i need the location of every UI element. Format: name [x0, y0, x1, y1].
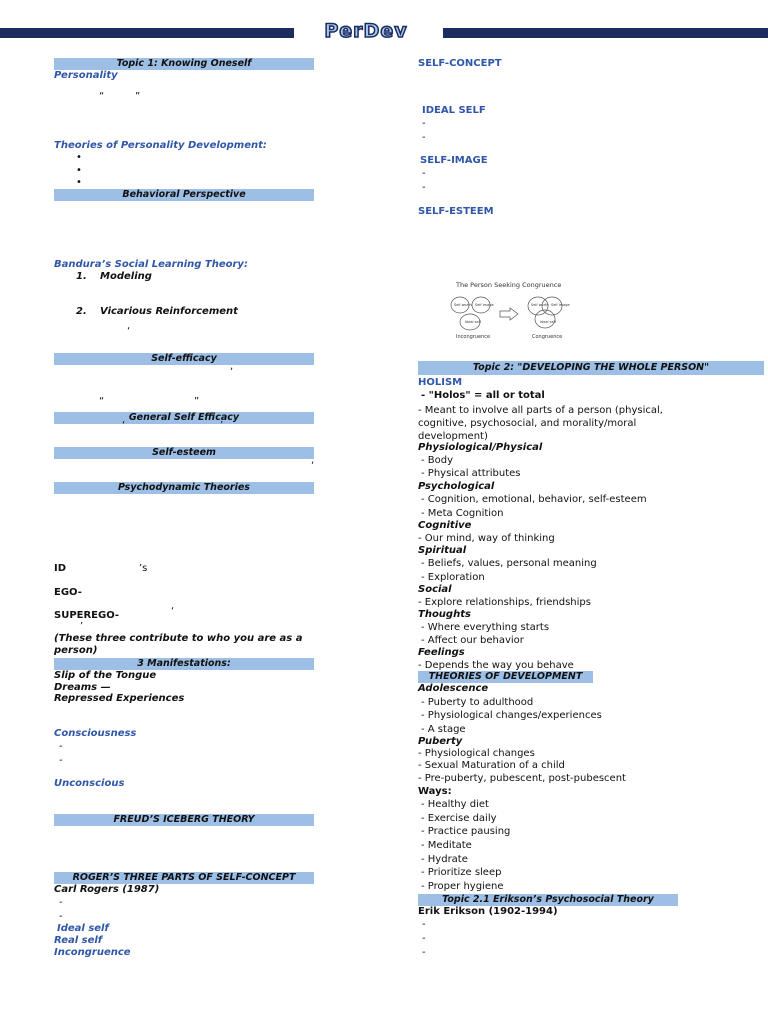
- ways-hygiene: - Proper hygiene: [421, 881, 504, 892]
- diagram-d1: Self worth: [531, 303, 549, 307]
- diagram-c1: Self worth: [454, 303, 472, 307]
- erik-dash-2: -: [422, 933, 426, 944]
- diagram-title: The Person Seeking Congruence: [456, 281, 562, 289]
- body-line: - Body: [421, 455, 454, 466]
- unconscious-heading: Unconscious: [54, 778, 125, 789]
- personality-heading: Personality: [54, 70, 118, 81]
- erik-dash-1: -: [422, 919, 426, 930]
- where-line: - Where everything starts: [421, 622, 550, 633]
- apostrophe-2: ‘: [122, 420, 126, 431]
- quote2-close: ”: [194, 396, 200, 407]
- bullet-2: •: [76, 165, 82, 176]
- erik-erikson: Erik Erikson (1902-1994): [418, 906, 558, 917]
- three-contribute-note: (These three contribute to who you are as a person): [54, 633, 303, 656]
- topic2-header: Topic 2: "DEVELOPING THE WHOLE PERSON": [418, 361, 764, 375]
- thoughts-heading: Thoughts: [418, 609, 471, 620]
- modeling-number: 1.: [76, 271, 87, 282]
- vicarious-label: Vicarious Reinforcement: [100, 306, 238, 317]
- ideal-self-dash-1: -: [422, 118, 426, 129]
- diagram-congruence: Congruence: [532, 334, 563, 340]
- meant-line: - Meant to involve all parts of a person (physical, cognitive, psychosocial, and morality/moral development): [418, 405, 663, 442]
- slip-of-tongue: Slip of the Tongue: [54, 670, 157, 681]
- rogers-dash-2: -: [59, 911, 63, 922]
- modeling-label: Modeling: [100, 271, 152, 282]
- iceberg-header: FREUD’S ICEBERG THEORY: [54, 814, 314, 826]
- cognition-line: - Cognition, emotional, behavior, self-esteem: [421, 494, 647, 505]
- ways-meditate: - Meditate: [421, 840, 472, 851]
- superego-label: SUPEREGO-: [54, 610, 120, 621]
- header-bar-left: [0, 28, 294, 38]
- psychodynamic-header: Psychodynamic Theories: [54, 482, 314, 494]
- diagram-d3: Ideal self: [540, 320, 556, 324]
- ways-exercise: - Exercise daily: [421, 813, 497, 824]
- phys-changes-exp-line: - Physiological changes/experiences: [421, 710, 602, 721]
- sexual-line: - Sexual Maturation of a child: [418, 760, 565, 771]
- diagram-d2: Self image: [551, 303, 570, 307]
- id-possessive: ’s: [139, 563, 148, 574]
- diagram-incongruence: Incongruence: [456, 334, 491, 340]
- cognitive-heading: Cognitive: [418, 520, 472, 531]
- congruence-diagram: [420, 278, 592, 344]
- topic1-header: Topic 1: Knowing Oneself: [54, 58, 314, 70]
- attributes-line: - Physical attributes: [421, 468, 521, 479]
- apostrophe-5: ’: [80, 621, 84, 632]
- theories-dev-header: THEORIES OF DEVELOPMENT: [418, 671, 593, 683]
- apostrophe-3: ’: [220, 420, 224, 431]
- rogers-header: ROGER’S THREE PARTS OF SELF-CONCEPT: [54, 872, 314, 884]
- ideal-self-dash-2: -: [422, 132, 426, 143]
- spiritual-heading: Spiritual: [418, 545, 467, 556]
- beliefs-line: - Beliefs, values, personal meaning: [421, 558, 597, 569]
- puberty-heading: Puberty: [418, 736, 463, 747]
- bandura-heading: Bandura’s Social Learning Theory:: [54, 259, 248, 270]
- vicarious-number: 2.: [76, 306, 87, 317]
- phys-changes-line: - Physiological changes: [418, 748, 535, 759]
- bullet-3: •: [76, 177, 82, 188]
- manifestations-header: 3 Manifestations:: [54, 658, 314, 670]
- bullet-1: •: [76, 152, 82, 163]
- ways-sleep: - Prioritize sleep: [421, 867, 502, 878]
- psychological-heading: Psychological: [418, 481, 495, 492]
- rogers-dash-1: -: [59, 897, 63, 908]
- header-bar-right: [443, 28, 768, 38]
- apostrophe-1: ‘: [127, 326, 131, 337]
- ego-label: EGO-: [54, 587, 82, 598]
- quote-open: “: [99, 91, 105, 102]
- theories-heading: Theories of Personality Development:: [54, 140, 267, 151]
- behavioral-header: Behavioral Perspective: [54, 189, 314, 201]
- self-image-dash-2: -: [422, 182, 426, 193]
- apostrophe-4: ‘: [171, 606, 175, 617]
- social-heading: Social: [418, 584, 452, 595]
- real-self: Real self: [54, 935, 103, 946]
- ways-pausing: - Practice pausing: [421, 826, 511, 837]
- mind-line: - Our mind, way of thinking: [418, 533, 555, 544]
- topic21-header: Topic 2.1 Erikson’s Psychosocial Theory: [418, 894, 678, 906]
- ideal-self-left: Ideal self: [57, 923, 109, 934]
- diagram-c2: Self image: [475, 303, 494, 307]
- ways-healthy-diet: - Healthy diet: [421, 799, 489, 810]
- consciousness-dash-2: -: [59, 755, 63, 766]
- quote2-open: “: [99, 396, 105, 407]
- holism-heading: HOLISM: [418, 377, 463, 388]
- ways-heading: Ways:: [418, 786, 452, 797]
- logo-title: PerDev: [324, 20, 408, 42]
- diagram-c3: Ideal self: [465, 320, 481, 324]
- feelings-heading: Feelings: [418, 647, 465, 658]
- depends-line: - Depends the way you behave: [418, 660, 574, 671]
- self-concept-heading: SELF-CONCEPT: [418, 58, 502, 69]
- self-image-dash-1: -: [422, 168, 426, 179]
- physiological-heading: Physiological/Physical: [418, 442, 543, 453]
- ways-hydrate: - Hydrate: [421, 854, 468, 865]
- exploration-line: - Exploration: [421, 572, 485, 583]
- dreams: Dreams —: [54, 682, 111, 693]
- ideal-self-heading: IDEAL SELF: [422, 105, 486, 116]
- repressed-experiences: Repressed Experiences: [54, 693, 185, 704]
- quote-close: ”: [135, 91, 141, 102]
- erik-dash-3: -: [422, 947, 426, 958]
- self-esteem-heading: SELF-ESTEEM: [418, 206, 494, 217]
- meta-line: - Meta Cognition: [421, 508, 504, 519]
- incongruence: Incongruence: [54, 947, 131, 958]
- relationships-line: - Explore relationships, friendships: [418, 597, 591, 608]
- puberty-adult-line: - Puberty to adulthood: [421, 697, 534, 708]
- consciousness-dash-1: -: [59, 741, 63, 752]
- general-self-efficacy-header: General Self Efficacy: [54, 412, 314, 424]
- affect-line: - Affect our behavior: [421, 635, 524, 646]
- adolescence-heading: Adolescence: [418, 683, 489, 694]
- id-label: ID: [54, 563, 67, 574]
- consciousness-heading: Consciousness: [54, 728, 137, 739]
- comma-1: ,: [230, 361, 234, 372]
- pre-puberty-line: - Pre-puberty, pubescent, post-pubescent: [418, 773, 626, 784]
- comma-2: ,: [311, 455, 315, 466]
- self-esteem-header: Self-esteem: [54, 447, 314, 459]
- self-efficacy-header: Self-efficacy: [54, 353, 314, 365]
- stage-line: - A stage: [421, 724, 466, 735]
- carl-rogers: Carl Rogers (1987): [54, 884, 160, 895]
- self-image-heading: SELF-IMAGE: [420, 155, 488, 166]
- holos-line: - "Holos" = all or total: [421, 390, 545, 401]
